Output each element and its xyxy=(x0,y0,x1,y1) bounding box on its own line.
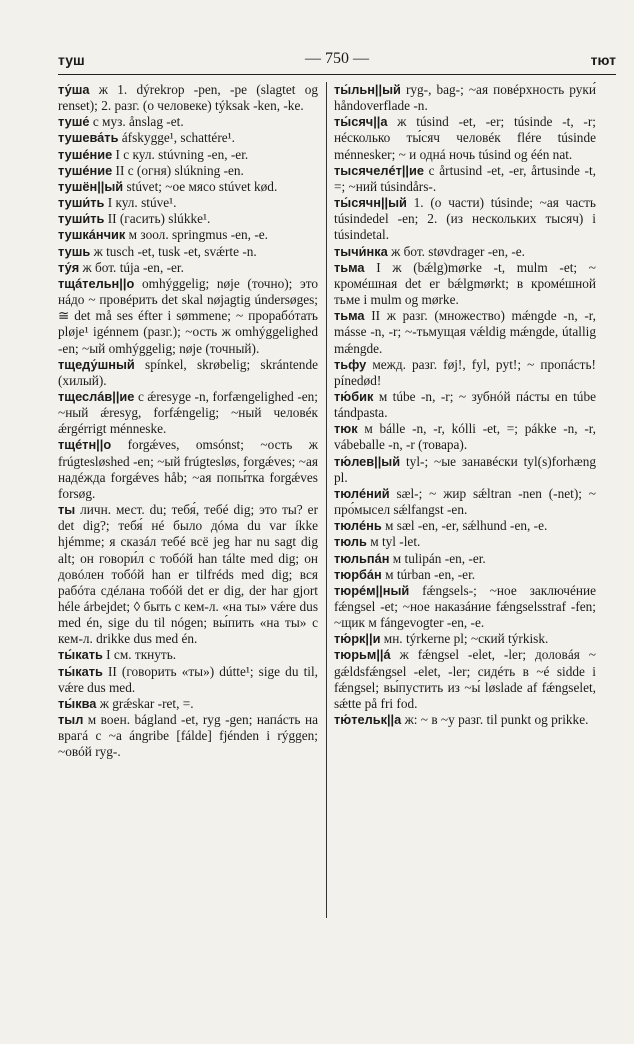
dictionary-entry xyxy=(58,276,318,357)
dictionary-entry xyxy=(334,583,596,631)
entry-definition: ж tusch -et, tusk -et, svǽrte -n. xyxy=(90,243,257,259)
entry-headword: тщáтельн||о xyxy=(58,275,135,291)
header-left-guideword: туш xyxy=(58,52,85,68)
dictionary-entry xyxy=(58,82,318,114)
dictionary-entry xyxy=(334,421,596,453)
entry-headword: ту́я xyxy=(58,259,80,275)
entry-headword: ты xyxy=(58,502,76,518)
right-column xyxy=(334,82,596,728)
entry-headword: туше́ xyxy=(58,114,90,130)
entry-headword: ты́ква xyxy=(58,695,97,711)
entry-definition: I см. ткнуть. xyxy=(102,647,177,663)
entry-definition: с årtusind -et, -er, årtusinde -t, =; ~ний túsindårs-. xyxy=(334,162,596,194)
entry-definition: м túbe -n, -r; ~ зубнóй пáсты en túbe tándpasta. xyxy=(334,388,596,421)
entry-headword: тьфу xyxy=(334,356,367,372)
dictionary-entry xyxy=(334,631,596,647)
entry-headword: тыл xyxy=(58,712,84,728)
dictionary-entry xyxy=(334,551,596,567)
entry-definition: с муз. ånslag -et. xyxy=(89,114,184,130)
entry-definition: м зоол. springmus -en, -e. xyxy=(125,227,268,243)
entry-headword: тю́рк||и xyxy=(334,631,381,647)
dictionary-entry xyxy=(58,130,318,146)
entry-definition: м túrban -en, -er. xyxy=(381,566,476,582)
dictionary-entry xyxy=(58,357,318,389)
entry-headword: тюльпáн xyxy=(334,550,390,566)
dictionary-entry xyxy=(334,244,596,260)
dictionary-entry xyxy=(58,389,318,437)
entry-headword: тюрéм||ный xyxy=(334,582,410,598)
dictionary-entry xyxy=(58,244,318,260)
entry-definition: II ж разг. (множество) mǽngde -n, -r, másse -n, -r; ~-тьмущая vǽldig mǽngde, útallig mǽngde. xyxy=(334,308,596,356)
entry-definition: м tyl -let. xyxy=(366,534,421,550)
entry-headword: тю́лев||ый xyxy=(334,453,401,469)
entry-definition: I кул. stúve¹. xyxy=(104,195,177,211)
entry-headword: тушкáнчик xyxy=(58,227,126,243)
entry-definition: ж: ~ в ~у разг. til punkt og prikke. xyxy=(401,712,589,728)
dictionary-entry xyxy=(58,163,318,179)
dictionary-entry xyxy=(58,712,318,760)
entry-definition: мн. týrkerne pl; ~ский týrkisk. xyxy=(380,631,549,647)
column-divider xyxy=(326,82,327,918)
dictionary-entry xyxy=(58,437,318,502)
dictionary-entry xyxy=(334,260,596,308)
entry-headword: тщéтн||о xyxy=(58,437,112,453)
entry-headword: тщеду́шный xyxy=(58,356,135,372)
header-rule xyxy=(58,74,616,75)
entry-headword: тушён||ый xyxy=(58,178,124,194)
entry-definition: с ǽresyge -n, forfængelighed -en; ~ный ǽresyg, forfǽngelig; ~ный человéк ǽrgérrigt ménneske. xyxy=(58,388,318,437)
entry-definition: II (говорить «ты») dútte¹; sige du til, vǽre dus med. xyxy=(58,663,318,695)
dictionary-entry xyxy=(334,195,596,243)
entry-definition: м tulipán -en, -er. xyxy=(389,550,486,566)
entry-definition: ж túsind -et, -er; túsinde -t, -r; нéсколько ты́сяч человéк flére túsinde ménnesker; ~ и однá ночь túsind og één nat. xyxy=(334,114,596,162)
entry-definition: omhýggelig; nøje (точно); это нáдо ~ провéрить det skal nøjagtig úndersøges; ≅ det må ses éfter i sømmene; ~ прорабóтать pløje¹ igénnem (разг.); ~ость ж omhýggelighed -en; ~ый omhýggelig; nøje (точный). xyxy=(58,275,318,356)
entry-headword: ту́ша xyxy=(58,82,90,97)
entry-definition: II (гасить) slúkke¹. xyxy=(104,211,211,227)
entry-definition: tyl-; ~ые занавéски tyl(s)forhæng pl. xyxy=(334,453,596,485)
entry-headword: тычи́нка xyxy=(334,243,388,259)
entry-headword: тюлéнь xyxy=(334,518,382,534)
entry-definition: межд. разг. føj!, fyl, pyt!; ~ пропáсть! pínedød! xyxy=(334,356,596,388)
entry-headword: туши́ть xyxy=(58,195,105,211)
entry-headword: ты́льн||ый xyxy=(334,82,401,97)
entry-headword: тушь xyxy=(58,243,91,259)
dictionary-entry xyxy=(334,647,596,712)
entry-definition: I с кул. stúvning -en, -er. xyxy=(112,146,249,162)
dictionary-entry xyxy=(334,486,596,518)
dictionary-entry xyxy=(58,227,318,243)
entry-headword: ты́кать xyxy=(58,647,103,663)
entry-definition: ж бот. túja -en, -er. xyxy=(79,259,184,275)
dictionary-entry xyxy=(334,163,596,195)
entry-headword: тюлéний xyxy=(334,485,390,501)
dictionary-entry xyxy=(58,260,318,276)
entry-definition: II с (огня) slúkning -en. xyxy=(112,162,244,178)
entry-headword: тю́тельк||а xyxy=(334,712,402,728)
entry-headword: ты́кать xyxy=(58,663,103,679)
entry-definition: forgǽves, omsónst; ~ость ж frúgtesløshed -en; ~ый frúgtesløs, forgǽves; ~ая надéжда forgǽves håb; ~ая попы́тка forgǽves forsøg. xyxy=(58,437,318,501)
entry-definition: ж бот. støvdrager -en, -e. xyxy=(387,243,526,259)
dictionary-entry xyxy=(334,357,596,389)
dictionary-entry xyxy=(58,664,318,696)
entry-headword: тысячелéт||ие xyxy=(334,162,424,178)
entry-definition: sæl-; ~ жир sǽltran -nen (-net); ~ про́мысел sǽlfangst -en. xyxy=(334,485,596,518)
left-column xyxy=(58,82,318,761)
entry-headword: тюрбáн xyxy=(334,566,382,582)
dictionary-entry xyxy=(58,647,318,663)
dictionary-entry xyxy=(334,518,596,534)
entry-headword: тушева́ть xyxy=(58,130,119,146)
dictionary-entry xyxy=(334,82,596,114)
entry-headword: ты́сячн||ый xyxy=(334,195,407,211)
entry-definition: spínkel, skrøbelig; skrántende (хилый). xyxy=(58,356,318,388)
entry-headword: тю́бик xyxy=(334,388,374,404)
dictionary-entry xyxy=(334,454,596,486)
entry-headword: ты́сяч||а xyxy=(334,114,388,130)
entry-definition: 1. (о части) túsinde; ~ая часть túsindedel -en; 2. (из нескольких тысяч) i túsindetal. xyxy=(334,195,596,243)
entry-definition: ж grǽskar -ret, =. xyxy=(96,695,194,711)
entry-definition: stúvet; ~ое мясо stúvet kød. xyxy=(123,178,278,194)
entry-definition: áfskygge¹, schattére¹. xyxy=(118,130,235,146)
dictionary-entry xyxy=(58,502,318,647)
entry-definition: м bálle -n, -r, kólli -et, =; pákke -n, -r, vábeballe -n, -r (товара). xyxy=(334,421,596,453)
entry-definition: ryg-, bag-; ~ая повéрхность руки́ håndoverflade -n. xyxy=(334,82,596,114)
dictionary-entry xyxy=(58,114,318,130)
header-right-guideword: тют xyxy=(590,52,616,68)
entry-headword: тюрьм||á xyxy=(334,647,391,663)
entry-headword: тщеслáв||ие xyxy=(58,388,135,404)
page-header xyxy=(58,50,616,72)
dictionary-entry xyxy=(58,211,318,227)
entry-definition: I ж (bǽlg)mørke -t, mulm -et; ~ кромéшная det er bǽlgmørkt; в кромéшной тьме i mulm og mørke. xyxy=(334,259,596,308)
page-number: — 750 — xyxy=(305,50,369,67)
dictionary-entry xyxy=(58,147,318,163)
entry-headword: тюк xyxy=(334,421,358,437)
dictionary-entry xyxy=(58,179,318,195)
dictionary-entry xyxy=(334,389,596,421)
entry-definition: ж 1. dýrekrop -pen, -pe (slagtet og renset); 2. разг. (о человеке) týksak -ken, -ke. xyxy=(58,82,318,114)
entry-definition: м воен. bágland -et, ryg -gen; напáсть на врагá с ~а ángribe [fálde] fjénden i rýggen; ~овóй ryg-. xyxy=(58,712,318,760)
entry-headword: тьма xyxy=(334,308,365,324)
dictionary-entry xyxy=(58,696,318,712)
dictionary-entry xyxy=(334,308,596,356)
entry-headword: туши́ть xyxy=(58,211,105,227)
entry-definition: личн. мест. du; тебя́, тебé dig; это ты? er det dig?; тебя́ нé было дóма du var íkke hjémme; я сказáл тебé всё jeg har nu sagt dig alt; он говори́л с тобóй han tálte med dig; он довóлен тобóй han er tilfréds med dig; вся рабóта сдéлана тобóй det er dig, der har gjort héle árbejdet; ◊ быть с кем-л. «на ты» vǽre dus med én, sige du til nógen; вы́пить «на ты» с кем-л. drikke dus med én. xyxy=(58,502,318,647)
entry-definition: м sæl -en, -er, sǽlhund -en, -e. xyxy=(381,518,548,534)
dictionary-entry xyxy=(334,712,596,728)
entry-headword: тьма xyxy=(334,259,365,275)
entry-headword: тушéние xyxy=(58,146,113,162)
dictionary-entry xyxy=(334,534,596,550)
entry-headword: тушéние xyxy=(58,162,113,178)
dictionary-entry xyxy=(58,195,318,211)
dictionary-entry xyxy=(334,567,596,583)
entry-definition: fǽngsels-; ~ное заключéние fǽngsel -et; ~ное наказáние fǽngselsstraf -fen; ~щик м fángevogter -en, -e. xyxy=(334,582,596,631)
dictionary-entry xyxy=(334,114,596,162)
entry-definition: ж fǽngsel -elet, -ler; доловáя ~ gǽldsfǽngsel -elet, -ler; сидéть в ~é sidde i fǽngsel; вы́пустить из ~ы́ løslade af fǽngselet, sǽtte på fri fod. xyxy=(334,647,596,711)
entry-headword: тюль xyxy=(334,534,367,550)
